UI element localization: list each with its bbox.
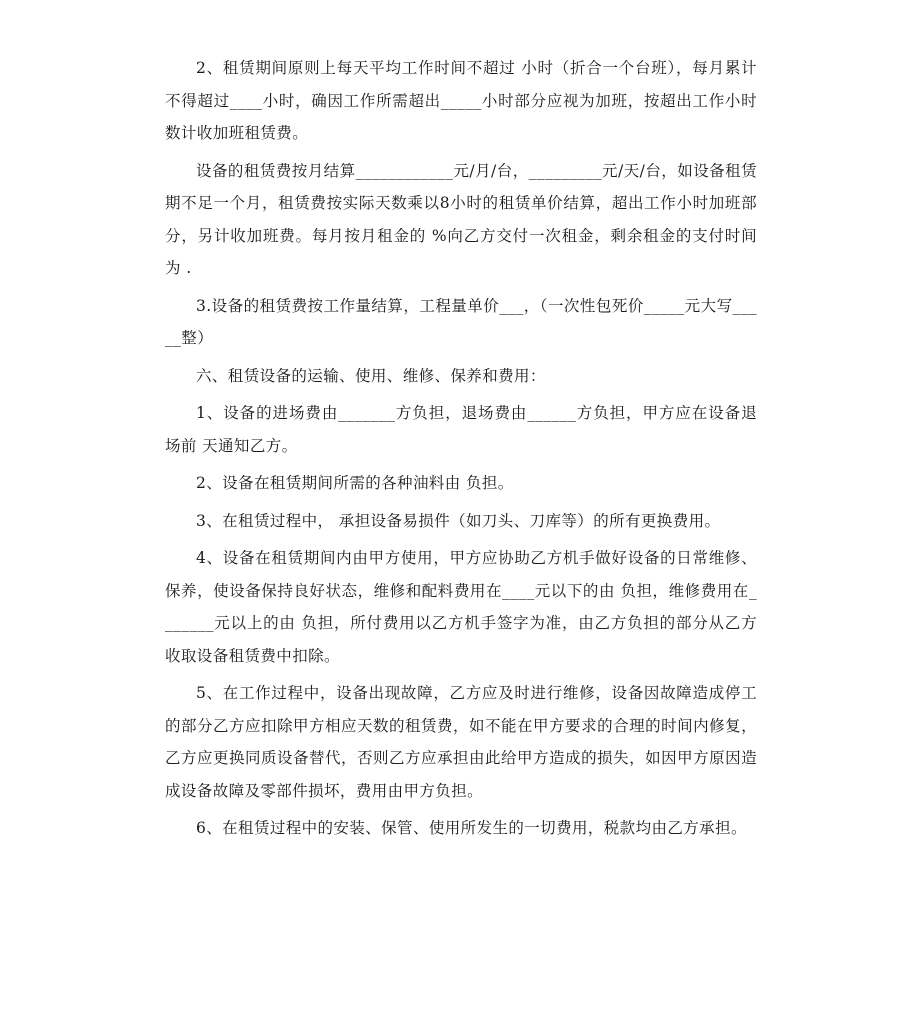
paragraph-entry-fee: 1、设备的进场费由_______方负担，退场费由______方负担，甲方应在设备退场前 天通知乙方。 (165, 404, 757, 455)
paragraph-monthly-settlement: 设备的租赁费按月结算____________元/月/台，_________元/天/台，如设备租赁期不足一个月，租赁费按实际天数乘以8小时的租赁单价结算，超出工作小时加班部分，另计收加班费。每月按月租金的 %向乙方交付一次租金，剩余租金的支付时间为 . (165, 161, 757, 277)
paragraph-fuel: 2、设备在租赁期间所需的各种油料由 负担。 (196, 474, 514, 492)
paragraph-costs: 6、在租赁过程中的安装、保管、使用所发生的一切费用，税款均由乙方承担。 (196, 819, 747, 837)
section-heading-six: 六、租赁设备的运输、使用、维修、保养和费用： (196, 366, 546, 385)
paragraph-wear-parts: 3、在租赁过程中， 承担设备易损件（如刀头、刀库等）的所有更换费用。 (196, 511, 721, 530)
paragraph-workload-settlement: 3.设备的租赁费按工作量结算，工程量单价___，（一次性包死价_____元大写_____整） (165, 296, 757, 347)
paragraph-working-hours: 2、租赁期间原则上每天平均工作时间不超过 小时（折合一个台班），每月累计不得超过____小时，确因工作所需超出_____小时部分应视为加班，按超出工作小时数计收加班租赁费。 (165, 59, 757, 142)
document-body (165, 52, 757, 850)
paragraph-breakdown: 5、在工作过程中，设备出现故障，乙方应及时进行维修，设备因故障造成停工的部分乙方应扣除甲方相应天数的租赁费，如不能在甲方要求的合理的时间内修复，乙方应更换同质设备替代，否则乙方应承担由此给甲方造成的损失，如因甲方原因造成设备故障及零部件损坏，费用由甲方负担。 (165, 684, 757, 800)
paragraph-maintenance: 4、设备在租赁期间内由甲方使用，甲方应协助乙方机手做好设备的日常维修、保养，使设备保持良好状态，维修和配料费用在____元以下的由 负担，维修费用在_______元以上的由 负担，所付费用以乙方机手签字为准，由乙方负担的部分从乙方收取设备租赁费中扣除。 (165, 549, 757, 665)
